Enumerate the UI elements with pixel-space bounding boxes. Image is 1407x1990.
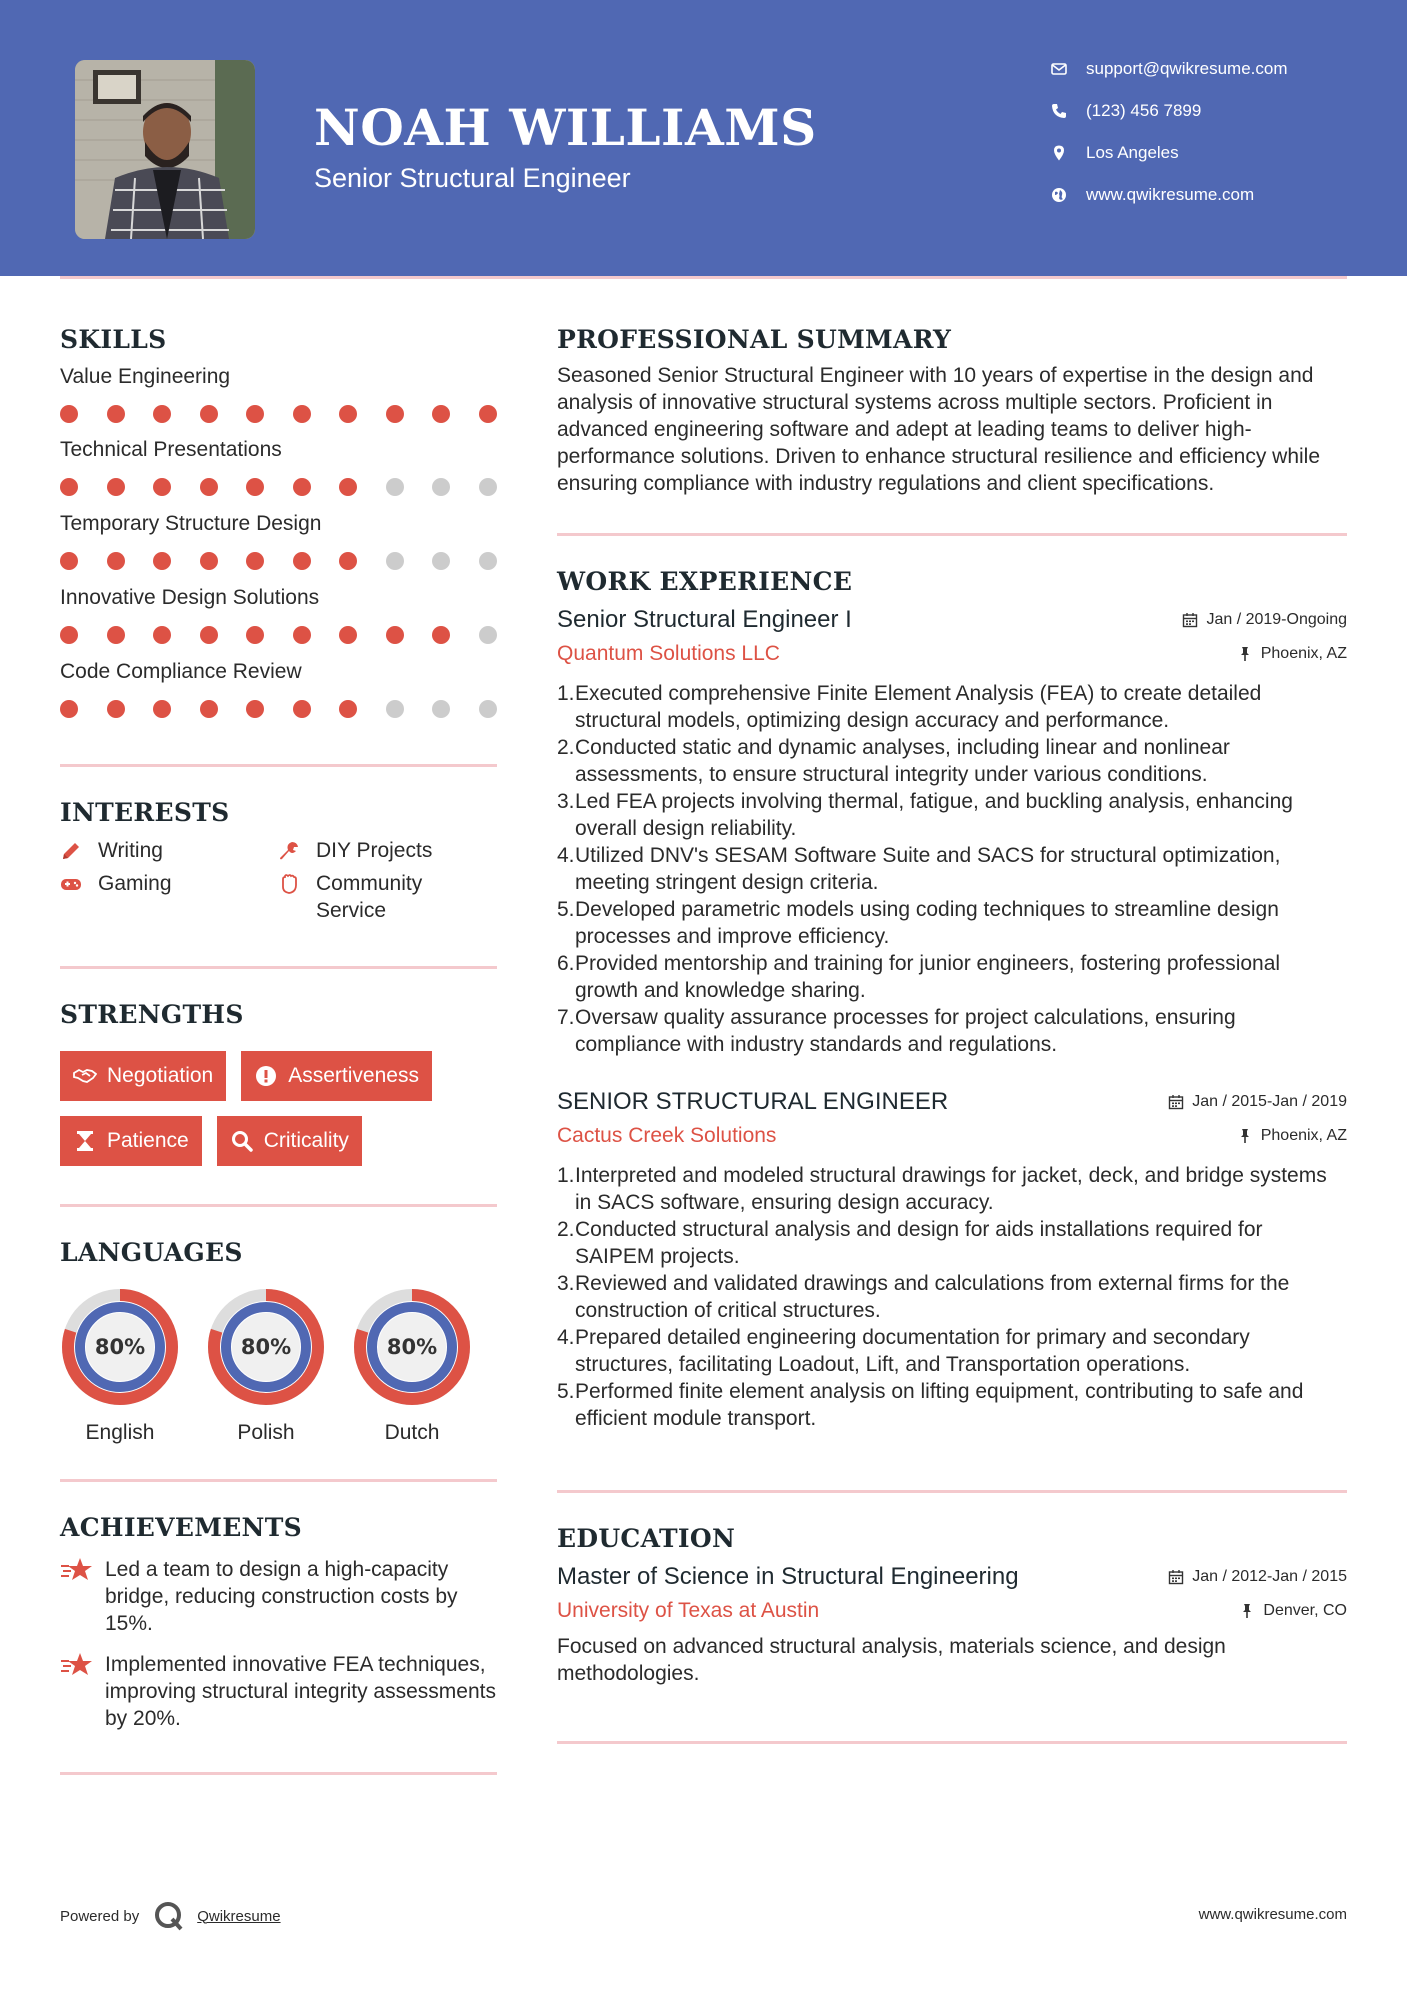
rating-dot-filled — [200, 552, 218, 570]
skills-title: SKILLS — [60, 325, 167, 354]
strength-label: Patience — [107, 1129, 189, 1152]
rating-dot-filled — [107, 405, 125, 423]
skill-name: Code Compliance Review — [60, 660, 302, 683]
education-header — [557, 1563, 1347, 1591]
rating-dot-empty — [432, 552, 450, 570]
rating-dot-filled — [153, 626, 171, 644]
job-subheader — [557, 1124, 1347, 1148]
skill-rating — [60, 689, 497, 729]
rating-dot-filled — [107, 478, 125, 496]
interest-label: Writing — [98, 839, 163, 862]
job-location-text: Phoenix, AZ — [1260, 645, 1347, 662]
section-divider — [60, 1479, 497, 1482]
skill-name: Innovative Design Solutions — [60, 586, 320, 609]
hand-icon — [278, 870, 316, 897]
rating-dot-filled — [293, 478, 311, 496]
language-ring — [206, 1287, 326, 1407]
skill-name: Technical Presentations — [60, 438, 282, 461]
rating-dot-filled — [153, 478, 171, 496]
location-pin-icon — [1050, 142, 1086, 164]
education-text: Focused on advanced structural analysis, materials science, and design methodologies. — [557, 1635, 1226, 1685]
education-title: EDUCATION — [557, 1524, 736, 1553]
rating-dot-empty — [386, 700, 404, 718]
skill-name: Value Engineering — [60, 365, 231, 388]
contact-website[interactable] — [1050, 180, 1370, 210]
rating-dot-empty — [479, 478, 497, 496]
email-icon — [1050, 58, 1086, 80]
rating-dot-filled — [246, 700, 264, 718]
contact-phone[interactable] — [1050, 96, 1370, 126]
skill-item — [60, 507, 497, 581]
skill-item — [60, 581, 497, 655]
rating-dot-filled — [339, 405, 357, 423]
section-divider — [557, 1490, 1347, 1493]
header-divider — [60, 276, 1347, 279]
strength-label: Criticality — [263, 1129, 349, 1152]
strength-badge — [241, 1051, 432, 1101]
footer-url[interactable]: www.qwikresume.com — [1198, 1906, 1347, 1923]
job-title: Senior Structural Engineer I — [557, 606, 852, 633]
left-column — [60, 320, 497, 1775]
job-bullet: 3. Reviewed and validated drawings and calculations from external firms for the construction of critical structures. — [557, 1272, 1290, 1322]
job-entry — [557, 606, 1347, 1058]
rating-dot-empty — [386, 478, 404, 496]
job-bullet: 5. Performed finite element analysis on lifting equipment, contributing to safe and efficient module transport. — [557, 1380, 1304, 1430]
interest-label: DIY Projects — [316, 839, 433, 862]
job-dates-text: Jan / 2019-Ongoing — [1206, 611, 1347, 628]
job-bullet: 1. Executed comprehensive Finite Element Analysis (FEA) to create detailed structural models, optimizing design accuracy and performance. — [557, 682, 1262, 732]
achievement-text: Led a team to design a high-capacity bridge, reducing construction costs by 15%. — [105, 1558, 458, 1635]
rating-dot-filled — [153, 700, 171, 718]
education-location-text: Denver, CO — [1263, 1602, 1347, 1619]
skill-rating — [60, 467, 497, 507]
rating-dot-filled — [246, 552, 264, 570]
language-name: Dutch — [384, 1421, 440, 1444]
candidate-role: Senior Structural Engineer — [314, 163, 631, 193]
degree-title: Master of Science in Structural Engineering — [557, 1563, 1019, 1590]
job-bullet: 1. Interpreted and modeled structural drawings for jacket, deck, and bridge systems in SACS software, ensuring design accuracy. — [557, 1164, 1327, 1214]
footer-powered-by — [60, 1900, 281, 1932]
strength-label: Assertiveness — [288, 1064, 419, 1087]
job-bullets — [557, 1162, 1347, 1432]
language-name: English — [85, 1421, 155, 1444]
company-name: Quantum Solutions LLC — [557, 642, 780, 665]
section-divider — [557, 533, 1347, 536]
languages-list — [60, 1287, 497, 1445]
section-divider — [60, 1772, 497, 1775]
skill-rating — [60, 394, 497, 434]
rating-dot-filled — [293, 700, 311, 718]
rating-dot-filled — [339, 626, 357, 644]
strength-badge — [60, 1116, 202, 1166]
language-percent: 80% — [94, 1335, 146, 1359]
phone-icon — [1050, 100, 1086, 122]
pushpin-icon — [1237, 646, 1253, 662]
strength-badge — [217, 1116, 362, 1166]
education-subheader — [557, 1599, 1347, 1623]
section-divider — [60, 764, 497, 767]
job-subheader — [557, 642, 1347, 666]
education-dates — [1168, 1568, 1347, 1586]
strength-label: Negotiation — [107, 1064, 214, 1087]
job-bullet: 3. Led FEA projects involving thermal, fatigue, and buckling analysis, enhancing overall design reliability. — [557, 790, 1293, 840]
job-header — [557, 606, 1347, 634]
rating-dot-filled — [339, 478, 357, 496]
achievement-item — [60, 1556, 497, 1637]
language-ring — [352, 1287, 472, 1407]
job-bullet: 5. Developed parametric models using coding techniques to streamline design processes and improve efficiency. — [557, 898, 1279, 948]
contact-phone-text: (123) 456 7899 — [1086, 101, 1202, 120]
section-divider — [60, 1204, 497, 1207]
strengths-list — [60, 1051, 497, 1166]
language-item — [60, 1287, 180, 1445]
strengths-title: STRENGTHS — [60, 1000, 244, 1029]
rating-dot-filled — [60, 626, 78, 644]
pushpin-icon — [1237, 1128, 1253, 1144]
job-bullet: 6. Provided mentorship and training for junior engineers, fostering professional growth and knowledge sharing. — [557, 952, 1281, 1002]
handshake-icon — [73, 1064, 107, 1088]
resume-header — [0, 0, 1407, 276]
rating-dot-filled — [153, 405, 171, 423]
education-location — [1239, 1602, 1347, 1620]
rating-dot-filled — [60, 405, 78, 423]
contact-email[interactable] — [1050, 54, 1370, 84]
rating-dot-filled — [107, 700, 125, 718]
rating-dot-empty — [479, 626, 497, 644]
job-bullet: 7. Oversaw quality assurance processes for project calculations, ensuring compliance with industry standards and regulations. — [557, 1006, 1236, 1056]
interest-label: Gaming — [98, 872, 172, 895]
education-entry — [557, 1563, 1347, 1687]
rating-dot-filled — [60, 700, 78, 718]
exclamation-icon — [254, 1064, 288, 1088]
rating-dot-filled — [386, 405, 404, 423]
pencil-icon — [60, 837, 98, 864]
star-icon — [60, 1556, 105, 1584]
calendar-icon — [1168, 1569, 1184, 1585]
interest-label: Community Service — [316, 872, 423, 922]
qwikresume-logo-icon — [153, 1900, 185, 1932]
rating-dot-filled — [60, 552, 78, 570]
rating-dot-filled — [200, 700, 218, 718]
job-header — [557, 1088, 1347, 1116]
job-entry — [557, 1088, 1347, 1432]
interests-list — [60, 837, 497, 924]
summary-title: PROFESSIONAL SUMMARY — [557, 325, 952, 354]
interests-title: INTERESTS — [60, 798, 230, 827]
skill-item — [60, 433, 497, 507]
skill-item — [60, 655, 497, 729]
rating-dot-empty — [432, 700, 450, 718]
search-icon — [230, 1129, 264, 1153]
job-bullet: 2. Conducted static and dynamic analyses, including linear and nonlinear assessments, to ensure structural integrity under various conditions. — [557, 736, 1230, 786]
job-dates-text: Jan / 2015-Jan / 2019 — [1192, 1093, 1347, 1110]
star-icon — [60, 1651, 105, 1679]
languages-title: LANGUAGES — [60, 1238, 243, 1267]
school-name: University of Texas at Austin — [557, 1599, 820, 1622]
language-name: Polish — [237, 1421, 295, 1444]
job-title: SENIOR STRUCTURAL ENGINEER — [557, 1088, 949, 1115]
job-location — [1237, 1127, 1347, 1145]
rating-dot-filled — [432, 405, 450, 423]
rating-dot-filled — [107, 626, 125, 644]
experience-title: WORK EXPERIENCE — [557, 567, 853, 596]
rating-dot-filled — [200, 478, 218, 496]
globe-icon — [1050, 184, 1086, 206]
calendar-icon — [1182, 612, 1198, 628]
skill-item — [60, 360, 497, 434]
job-location — [1237, 645, 1347, 663]
contact-website-text: www.qwikresume.com — [1086, 185, 1255, 204]
rating-dot-filled — [432, 626, 450, 644]
calendar-icon — [1168, 1094, 1184, 1110]
section-divider — [557, 1741, 1347, 1744]
interest-item — [278, 837, 496, 864]
section-divider — [60, 966, 497, 969]
rating-dot-filled — [246, 478, 264, 496]
contact-location-text: Los Angeles — [1086, 143, 1179, 162]
job-dates — [1182, 611, 1347, 629]
skill-name: Temporary Structure Design — [60, 512, 322, 535]
summary-text: Seasoned Senior Structural Engineer with 10 years of expertise in the design and analysis of innovative structural systems across multiple sectors. Proficient in advanced engineering software and adept at leading teams to deliver high-performance solutions. Driven to enhance structural resilience and efficiency while ensuring compliance with industry regulations and client specifications. — [557, 364, 1321, 495]
candidate-name: NOAH WILLIAMS — [314, 98, 817, 157]
rating-dot-filled — [339, 700, 357, 718]
rating-dot-empty — [479, 552, 497, 570]
achievements-title: ACHIEVEMENTS — [60, 1513, 302, 1542]
job-bullet: 4. Prepared detailed engineering documentation for primary and secondary structures, facilitating Loadout, Lift, and Transportation operations. — [557, 1326, 1250, 1376]
rating-dot-filled — [293, 405, 311, 423]
rating-dot-filled — [339, 552, 357, 570]
rating-dot-filled — [200, 626, 218, 644]
contact-email-text: support@qwikresume.com — [1086, 59, 1288, 78]
rating-dot-filled — [246, 626, 264, 644]
job-bullets — [557, 680, 1347, 1058]
job-bullet: 2. Conducted structural analysis and design for aids installations required for SAIPEM projects. — [557, 1218, 1263, 1268]
job-bullet: 4. Utilized DNV's SESAM Software Suite and SACS for structural optimization, meeting stringent design criteria. — [557, 844, 1281, 894]
job-location-text: Phoenix, AZ — [1260, 1127, 1347, 1144]
rating-dot-empty — [432, 478, 450, 496]
interest-item — [60, 837, 278, 864]
rating-dot-filled — [293, 626, 311, 644]
language-item — [206, 1287, 326, 1445]
job-dates — [1168, 1093, 1347, 1111]
rating-dot-filled — [153, 552, 171, 570]
rating-dot-empty — [386, 552, 404, 570]
strength-badge — [60, 1051, 226, 1101]
rating-dot-empty — [479, 700, 497, 718]
rating-dot-filled — [200, 405, 218, 423]
rating-dot-filled — [293, 552, 311, 570]
company-name: Cactus Creek Solutions — [557, 1124, 777, 1147]
contact-location — [1050, 138, 1370, 168]
skill-rating — [60, 541, 497, 581]
achievement-item — [60, 1651, 497, 1732]
rating-dot-filled — [386, 626, 404, 644]
interest-item — [60, 870, 278, 924]
language-percent: 80% — [240, 1335, 292, 1359]
rating-dot-filled — [107, 552, 125, 570]
rating-dot-filled — [60, 478, 78, 496]
skill-rating — [60, 615, 497, 655]
rating-dot-filled — [246, 405, 264, 423]
achievement-text: Implemented innovative FEA techniques, improving structural integrity assessments by 20%. — [105, 1653, 496, 1730]
powered-by-label: Powered by — [60, 1907, 140, 1925]
right-column — [557, 320, 1347, 1744]
wrench-icon — [278, 837, 316, 864]
language-item — [352, 1287, 472, 1445]
hourglass-icon — [73, 1129, 107, 1153]
language-ring — [60, 1287, 180, 1407]
education-dates-text: Jan / 2012-Jan / 2015 — [1192, 1568, 1347, 1585]
brand-link[interactable]: Qwikresume — [197, 1907, 281, 1925]
language-percent: 80% — [386, 1335, 438, 1359]
profile-photo — [75, 60, 255, 239]
pushpin-icon — [1239, 1603, 1255, 1619]
rating-dot-filled — [479, 405, 497, 423]
interest-item — [278, 870, 496, 924]
gamepad-icon — [60, 870, 98, 897]
